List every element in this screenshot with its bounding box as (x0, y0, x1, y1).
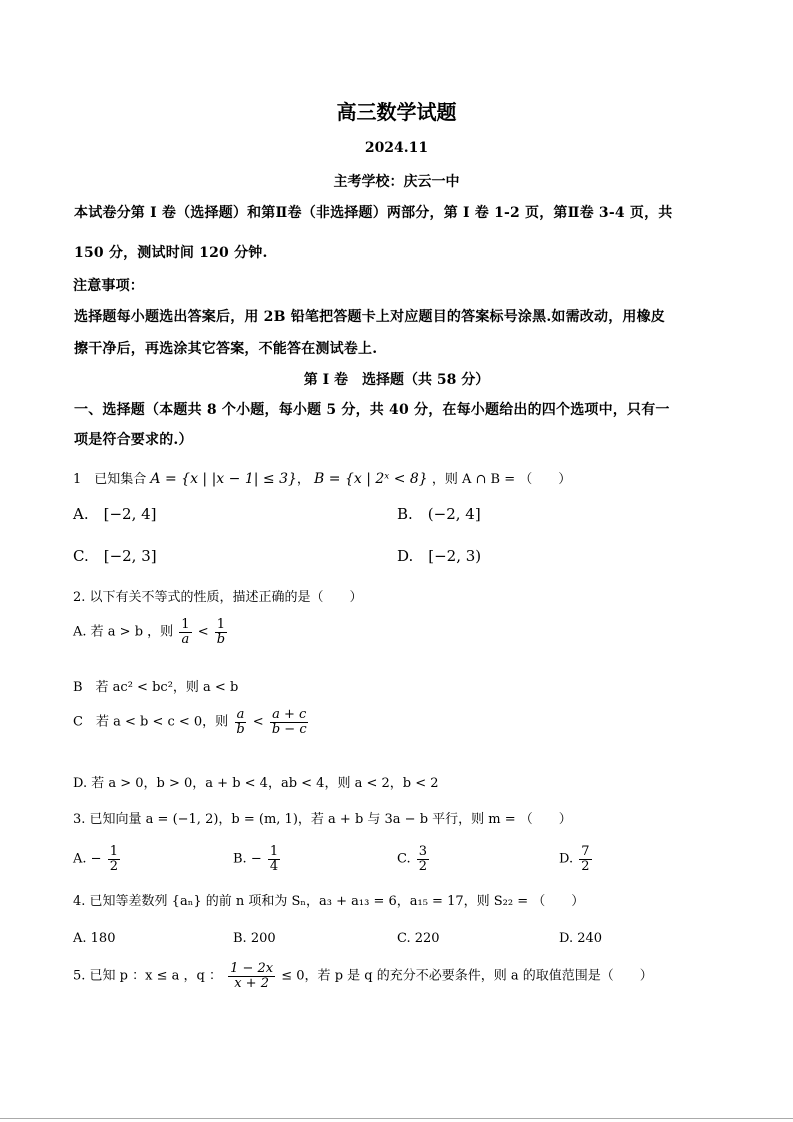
intro-line-2: 150 分，测试时间 120 分钟. (74, 245, 268, 261)
q1-set-a: A = {x | |x − 1| ≤ 3} (150, 471, 297, 487)
q1-option-c: C. [−2, 3] (73, 547, 157, 565)
denominator: 4 (269, 858, 279, 874)
q1-option-d: D. [−2, 3) (397, 547, 482, 565)
question-3-stem: 3. 已知向量 a = (−1, 2)，b = (m, 1)，若 a + b 与 3a − b 平行，则 m = （ ） (73, 812, 572, 827)
q2-option-a (73, 618, 229, 646)
q2-a-fraction-2 (215, 618, 227, 646)
q5-tail: ≤ 0，若 p 是 q 的充分不必要条件，则 a 的取值范围是（ ） (281, 968, 653, 984)
exam-title: 高三数学试题 (336, 100, 457, 124)
part-one-instruction-1: 一、选择题（本题共 8 个小题，每小题 5 分，共 40 分，在每小题给出的四个选项中，只有一 (74, 402, 670, 418)
numerator: 1 (181, 617, 190, 632)
q1-set-b: B = {x | 2ˣ < 8} (314, 471, 428, 487)
denominator: b − c (271, 721, 307, 737)
question-5 (73, 962, 653, 990)
numerator: 1 (216, 617, 226, 632)
numerator: a (236, 707, 245, 722)
host-school: 主考学校：庆云一中 (333, 174, 460, 190)
numerator: 1 (269, 844, 279, 859)
less-than: < (197, 624, 209, 640)
question-2-stem: 2. 以下有关不等式的性质，描述正确的是（ ） (73, 590, 363, 605)
q3-option-b (233, 845, 282, 873)
q1-option-b: B. (−2, 4] (397, 505, 481, 523)
denominator: x + 2 (234, 975, 269, 991)
numerator: 7 (581, 844, 590, 859)
q2-option-d: D. 若 a > 0，b > 0，a + b < 4，ab < 4，则 a < 2，b < 2 (73, 776, 439, 791)
q3-b-fraction (268, 845, 280, 873)
q3-c-prefix: C. (397, 851, 415, 867)
numerator: 1 − 2x (230, 961, 274, 976)
less-than: < (252, 714, 264, 730)
page-bottom-divider (0, 1118, 793, 1119)
q3-c-fraction (417, 845, 429, 873)
q4-option-d: D. 240 (559, 931, 603, 946)
part-one-heading: 第 I 卷 选择题（共 58 分） (303, 372, 490, 388)
q3-option-c (397, 845, 431, 873)
q2-c-prefix: C 若 a < b < c < 0，则 (73, 714, 229, 730)
intro-line-1: 本试卷分第 I 卷（选择题）和第Ⅱ卷（非选择题）两部分，第 I 卷 1-2 页，第Ⅱ卷 3-4 页，共 (74, 205, 673, 221)
numerator: 3 (418, 844, 428, 859)
q4-option-b: B. 200 (233, 931, 276, 946)
q2-a-fraction-1 (179, 618, 191, 646)
q3-d-fraction (579, 845, 591, 873)
q2-a-prefix: A. 若 a > b ，则 (73, 624, 174, 640)
q2-option-b: B 若 ac² < bc²，则 a < b (73, 680, 239, 695)
question-1: 1 已知集合 A = {x | |x − 1| ≤ 3}， B = {x | 2ˣ < 8} ，则 A ∩ B = （ ） (73, 471, 572, 487)
numerator: 1 (109, 844, 118, 859)
q3-b-prefix: B. − (233, 851, 262, 867)
exam-date: 2024.11 (364, 140, 429, 156)
q3-option-d (559, 845, 594, 873)
q2-c-fraction-2 (270, 708, 309, 736)
q3-option-a (73, 845, 122, 873)
q3-a-fraction (108, 845, 120, 873)
denominator: 2 (418, 858, 428, 874)
notice-heading: 注意事项： (73, 278, 144, 294)
question-4-stem: 4. 已知等差数列 {aₙ} 的前 n 项和为 Sₙ，a₃ + a₁₃ = 6，a₁₅ = 17，则 S₂₂ = （ ） (73, 894, 585, 909)
part-one-instruction-2: 项是符合要求的.） (74, 432, 193, 448)
q2-c-fraction-1 (234, 708, 246, 736)
denominator: b (236, 721, 245, 737)
q1-prefix: 1 已知集合 (73, 472, 147, 487)
denominator: 2 (109, 858, 118, 874)
q3-d-prefix: D. (559, 851, 578, 867)
q2-option-c (73, 708, 311, 736)
q1-option-a: A. [−2, 4] (73, 505, 157, 523)
q1-tail: ，则 A ∩ B = （ ） (431, 472, 572, 487)
notice-line-1: 选择题每小题选出答案后，用 2B 铅笔把答题卡上对应题目的答案标号涂黑.如需改动，用橡皮 (74, 309, 665, 325)
denominator: 2 (581, 858, 590, 874)
notice-line-2: 擦干净后，再选涂其它答案，不能答在测试卷上. (74, 341, 378, 357)
numerator: a + c (272, 707, 307, 722)
denominator: a (181, 631, 190, 647)
q4-option-a: A. 180 (73, 931, 116, 946)
denominator: b (216, 631, 226, 647)
q4-option-c: C. 220 (397, 931, 440, 946)
q5-fraction (228, 962, 275, 990)
q3-a-prefix: A. − (73, 851, 102, 867)
q5-prefix: 5. 已知 p ：x ≤ a ，q ： (73, 968, 222, 984)
